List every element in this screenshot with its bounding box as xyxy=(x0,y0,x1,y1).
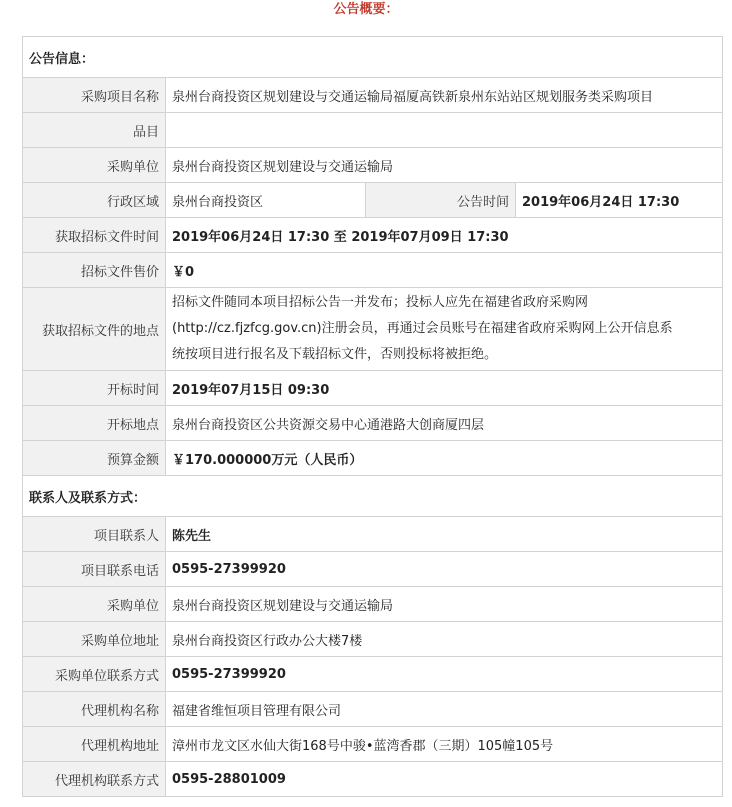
label-agency-name: 代理机构名称 xyxy=(23,692,166,727)
value-purchaser-2: 泉州台商投资区规划建设与交通运输局 xyxy=(166,587,723,622)
value-agency-name: 福建省维恒项目管理有限公司 xyxy=(166,692,723,727)
notice-summary-table xyxy=(22,36,723,797)
table-row xyxy=(23,288,723,371)
label-project-name: 采购项目名称 xyxy=(23,78,166,113)
table-row xyxy=(23,727,723,762)
value-doc-price: ￥0 xyxy=(166,253,723,288)
label-contact-person: 项目联系人 xyxy=(23,517,166,552)
label-doc-time: 获取招标文件时间 xyxy=(23,218,166,253)
table-row xyxy=(23,441,723,476)
doc-location-line-2: (http://cz.fjzfcg.gov.cn)注册会员，再通过会员账号在福建省政府采购网上公开信息系 xyxy=(172,321,673,336)
section-heading-contact-info: 联系人及联系方式： xyxy=(23,476,723,517)
table-row xyxy=(23,148,723,183)
label-region: 行政区域 xyxy=(23,183,166,218)
value-open-time: 2019年07月15日 09:30 xyxy=(166,371,723,406)
label-notice-time: 公告时间 xyxy=(366,183,516,218)
table-row xyxy=(23,253,723,288)
table-row xyxy=(23,622,723,657)
label-contact-phone: 项目联系电话 xyxy=(23,552,166,587)
value-purchaser: 泉州台商投资区规划建设与交通运输局 xyxy=(166,148,723,183)
value-doc-location xyxy=(166,288,723,371)
table-row xyxy=(23,183,723,218)
value-notice-time: 2019年06月24日 17:30 xyxy=(516,183,723,218)
label-purchaser-contact: 采购单位联系方式 xyxy=(23,657,166,692)
label-budget: 预算金额 xyxy=(23,441,166,476)
value-agency-address: 漳州市龙文区水仙大街168号中骏•蓝湾香郡（三期）105幢105号 xyxy=(166,727,723,762)
value-agency-contact: 0595-28801009 xyxy=(166,762,723,797)
page-title: 公告概要： xyxy=(333,2,399,17)
table-row xyxy=(23,517,723,552)
table-row xyxy=(23,113,723,148)
value-budget: ￥170.000000万元（人民币） xyxy=(166,441,723,476)
table-row xyxy=(23,552,723,587)
label-doc-price: 招标文件售价 xyxy=(23,253,166,288)
value-doc-time: 2019年06月24日 17:30 至 2019年07月09日 17:30 xyxy=(166,218,723,253)
table-row xyxy=(23,371,723,406)
value-region: 泉州台商投资区 xyxy=(166,183,366,218)
section-row-notice-info xyxy=(23,37,723,78)
label-open-location: 开标地点 xyxy=(23,406,166,441)
label-item: 品目 xyxy=(23,113,166,148)
table-row xyxy=(23,762,723,797)
value-contact-phone: 0595-27399920 xyxy=(166,552,723,587)
value-contact-person: 陈先生 xyxy=(166,517,723,552)
value-purchaser-address: 泉州台商投资区行政办公大楼7楼 xyxy=(166,622,723,657)
value-project-name: 泉州台商投资区规划建设与交通运输局福厦高铁新泉州东站站区规划服务类采购项目 xyxy=(166,78,723,113)
table-row xyxy=(23,587,723,622)
label-purchaser: 采购单位 xyxy=(23,148,166,183)
doc-location-line-3: 统按项目进行报名及下载招标文件，否则投标将被拒绝。 xyxy=(172,347,498,362)
label-open-time: 开标时间 xyxy=(23,371,166,406)
label-agency-address: 代理机构地址 xyxy=(23,727,166,762)
table-row xyxy=(23,78,723,113)
value-item xyxy=(166,113,723,148)
table-row xyxy=(23,218,723,253)
value-open-location: 泉州台商投资区公共资源交易中心通港路大创商厦四层 xyxy=(166,406,723,441)
label-doc-location: 获取招标文件的地点 xyxy=(23,288,166,371)
section-heading-notice-info: 公告信息： xyxy=(23,37,723,78)
doc-location-line-1: 招标文件随同本项目招标公告一并发布；投标人应先在福建省政府采购网 xyxy=(172,295,589,310)
label-purchaser-address: 采购单位地址 xyxy=(23,622,166,657)
label-agency-contact: 代理机构联系方式 xyxy=(23,762,166,797)
table-row xyxy=(23,406,723,441)
label-purchaser-2: 采购单位 xyxy=(23,587,166,622)
table-row xyxy=(23,657,723,692)
section-row-contact-info xyxy=(23,476,723,517)
table-row xyxy=(23,692,723,727)
value-purchaser-contact: 0595-27399920 xyxy=(166,657,723,692)
